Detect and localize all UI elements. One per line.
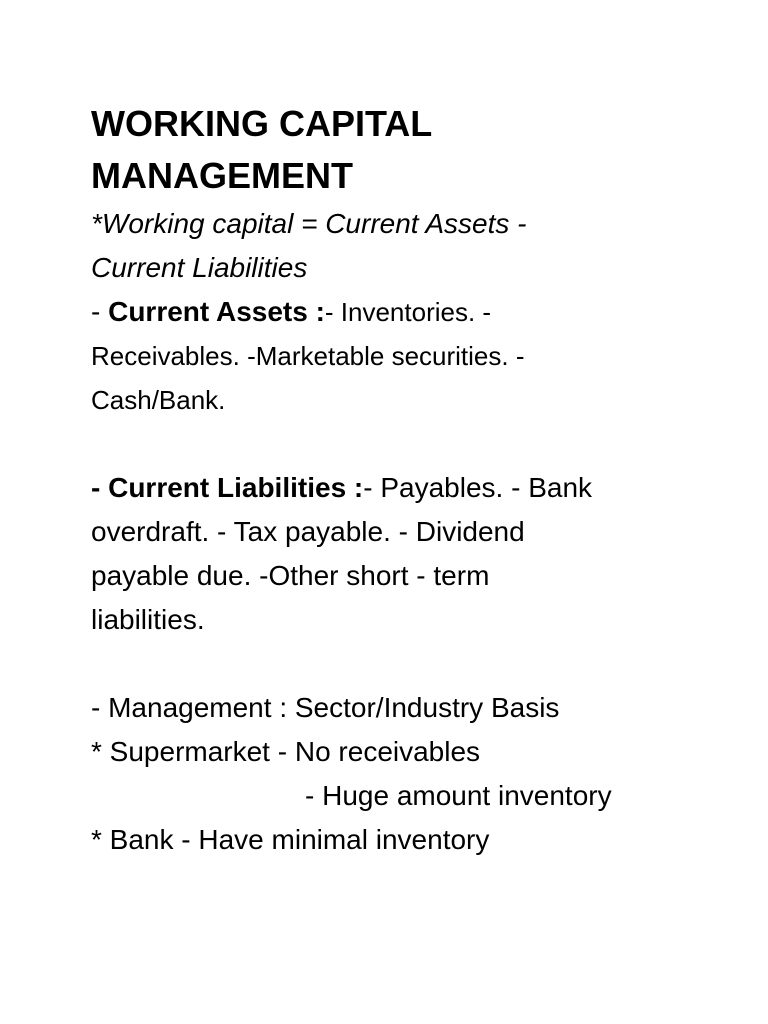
management-line-4: * Bank - Have minimal inventory: [91, 824, 490, 855]
current-assets-text-3: Cash/Bank.: [91, 385, 226, 415]
paragraph-spacer: [91, 422, 731, 466]
paragraph-spacer: [91, 642, 731, 686]
current-assets-section: [91, 290, 731, 422]
current-liabilities-text-4: liabilities.: [91, 604, 205, 635]
current-assets-text-2: Receivables. -Marketable securities. -: [91, 341, 525, 371]
title-line-1: WORKING CAPITAL: [91, 103, 433, 144]
management-line-2: * Supermarket - No receivables: [91, 736, 481, 767]
current-liabilities-text-1: - Payables. - Bank: [363, 472, 593, 503]
management-line-3: - Huge amount inventory: [305, 780, 612, 811]
current-liabilities-label: - Current Liabilities :: [91, 472, 364, 503]
title-line-2: MANAGEMENT: [91, 155, 353, 196]
working-capital-formula: [91, 202, 731, 290]
current-liabilities-section: [91, 466, 731, 642]
formula-line-2: Current Liabilities: [91, 252, 308, 283]
current-liabilities-text-3: payable due. -Other short - term: [91, 560, 490, 591]
current-liabilities-text-2: overdraft. - Tax payable. - Dividend: [91, 516, 525, 547]
management-line-1: - Management : Sector/Industry Basis: [91, 692, 560, 723]
management-section: [91, 686, 731, 862]
current-assets-prefix: -: [91, 296, 109, 327]
formula-line-1: *Working capital = Current Assets -: [91, 208, 527, 239]
current-assets-text-1: - Inventories. -: [324, 297, 492, 327]
document-title: [91, 98, 731, 202]
current-assets-label: Current Assets :: [108, 296, 325, 327]
document-page: [91, 98, 731, 862]
